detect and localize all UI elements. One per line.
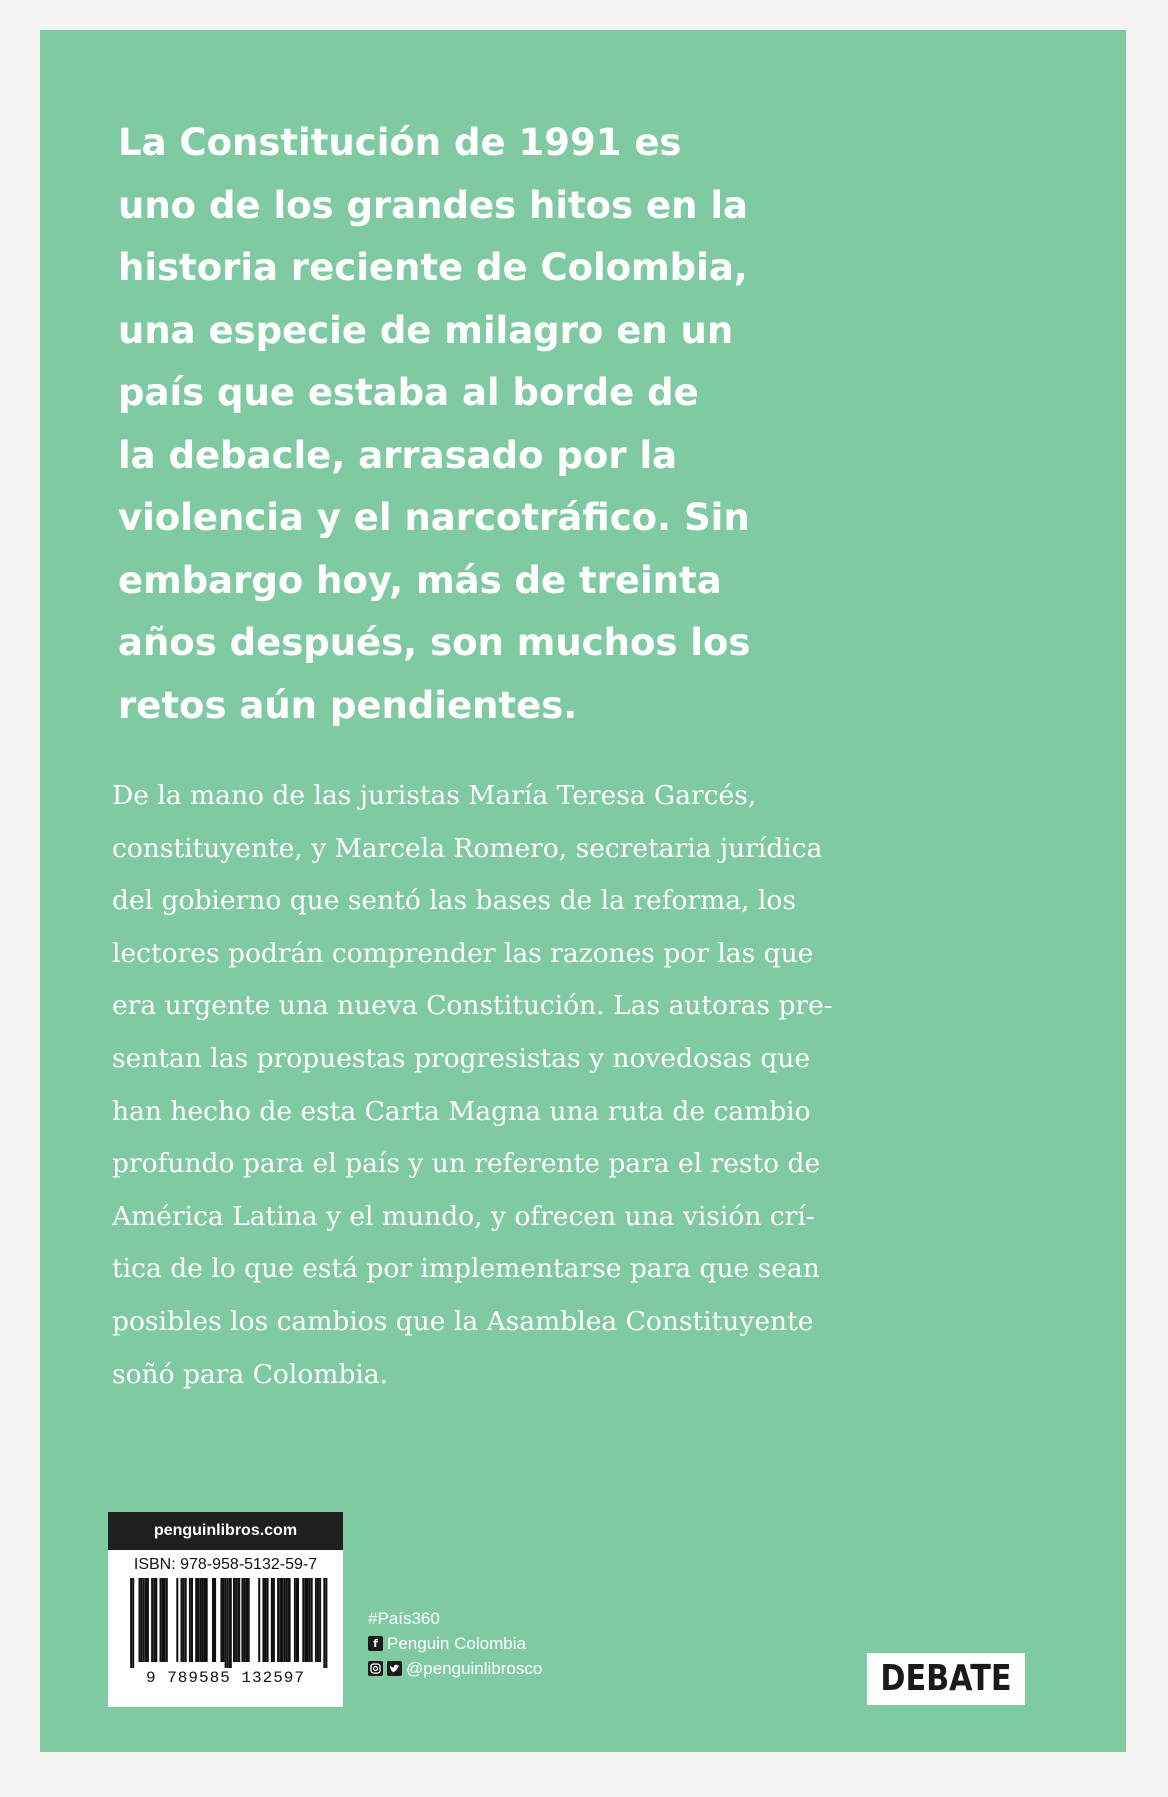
barcode-bar [165, 1578, 167, 1662]
description-line: soñó para Colombia. [112, 1358, 389, 1390]
barcode-bar [151, 1578, 153, 1662]
barcode-bar [155, 1578, 157, 1662]
barcode-bar [130, 1578, 132, 1668]
blurb-line: una especie de milagro en un [118, 308, 734, 352]
barcode-bar [138, 1578, 140, 1662]
hashtag [368, 1606, 542, 1631]
barcode-bar [142, 1578, 144, 1662]
social-links [368, 1606, 542, 1681]
barcode-bar [243, 1578, 245, 1662]
barcode-bar [314, 1578, 316, 1662]
barcode-bar [205, 1578, 207, 1662]
barcode-bar [199, 1578, 201, 1662]
publisher-website: penguinlibros.com [108, 1512, 343, 1550]
blurb-line: años después, son muchos los [118, 621, 751, 664]
barcode-bar [319, 1578, 321, 1662]
barcode-bar [296, 1578, 299, 1662]
instagram-icon [368, 1661, 383, 1676]
isbn-label: ISBN: 978-958-5132-59-7 [133, 1556, 318, 1573]
barcode-bar [159, 1578, 161, 1662]
barcode-bar [264, 1578, 266, 1662]
facebook-link[interactable] [368, 1631, 542, 1656]
barcode-bar [233, 1578, 235, 1662]
book-description [112, 770, 892, 1401]
barcode-bar [277, 1578, 279, 1662]
barcode-bar [247, 1578, 249, 1662]
barcode-bar [182, 1578, 184, 1662]
barcode-bar [241, 1578, 243, 1662]
barcode-bar [197, 1578, 199, 1662]
facebook-icon: f [368, 1636, 383, 1651]
barcode-bar [201, 1578, 203, 1662]
description-line: De la mano de las juristas María Teresa Garcés, [112, 780, 757, 811]
description-line: profundo para el país y un referente para el resto de [112, 1148, 821, 1180]
description-line: posibles los cambios que la Asamblea Constituyente [112, 1305, 814, 1337]
barcode-digits: 9 789585 132597 [145, 1669, 306, 1687]
barcode-bars [120, 1578, 332, 1668]
barcode-bar [180, 1578, 182, 1662]
barcode-bar [258, 1578, 260, 1662]
barcode-bar [325, 1578, 327, 1668]
barcode-bar [306, 1578, 308, 1662]
description-line: América Latina y el mundo, y ofrecen una visión crí- [112, 1200, 815, 1232]
instagram-twitter-handle: @penguinlibrosco [406, 1659, 543, 1678]
blurb-line: La Constitución de 1991 es [118, 121, 682, 164]
barcode-bar [281, 1578, 283, 1662]
barcode-bar [191, 1578, 193, 1662]
blurb-line: país que estaba al borde de [118, 371, 699, 414]
barcode-bar [308, 1578, 310, 1662]
barcode-bar [272, 1578, 274, 1662]
barcode-bar [146, 1578, 148, 1662]
blurb-line: retos aún pendientes. [118, 683, 578, 727]
description-line: sentan las propuestas progresistas y novedosas que [112, 1042, 811, 1074]
barcode-bar [283, 1578, 285, 1662]
barcode-bar [176, 1578, 178, 1662]
description-line: era urgente una nueva Constitución. Las autoras pre- [112, 990, 833, 1022]
barcode-bar [237, 1578, 240, 1662]
description-line: tica de lo que está por implementarse para que sean [112, 1253, 820, 1285]
barcode-bar [266, 1578, 268, 1662]
barcode-bar [226, 1578, 228, 1668]
blurb-line: embargo hoy, más de treinta [118, 558, 722, 602]
barcode-bar [235, 1578, 237, 1662]
blurb-line: historia reciente de Colombia, [118, 246, 748, 289]
barcode-bar [293, 1578, 295, 1662]
blurb-line: violencia y el narcotráfico. Sin [118, 496, 750, 539]
description-line: lectores podrán comprender las razones por las que [112, 937, 814, 969]
cover-blurb [118, 112, 878, 737]
barcode-bar [285, 1578, 287, 1662]
barcode-bar [140, 1578, 142, 1662]
barcode-bar [317, 1578, 319, 1662]
facebook-handle: Penguin Colombia [387, 1634, 526, 1653]
barcode-bar [184, 1578, 186, 1662]
twitter-icon [387, 1661, 402, 1676]
blurb-line: uno de los grandes hitos en la [118, 183, 748, 227]
barcode-bar [323, 1578, 325, 1668]
barcode-bar [214, 1578, 216, 1662]
barcode-bar [287, 1578, 290, 1662]
description-line: han hecho de esta Carta Magna una ruta de cambio [112, 1095, 811, 1127]
description-line: constituyente, y Marcela Romero, secretaria jurídica [112, 832, 823, 864]
barcode-bar [132, 1578, 134, 1668]
barcode-block [108, 1512, 343, 1707]
blurb-line: la debacle, arrasado por la [118, 433, 678, 477]
barcode-bar [163, 1578, 165, 1662]
barcode-bar [302, 1578, 304, 1662]
back-cover [40, 30, 1126, 1752]
barcode-bar [228, 1578, 231, 1668]
barcode-bar [310, 1578, 312, 1662]
debate-logo: DEBATE [867, 1653, 1025, 1705]
barcode-bar [188, 1578, 190, 1662]
barcode-bar [222, 1578, 224, 1662]
hashtag-text: #País360 [368, 1609, 440, 1628]
barcode-bar [224, 1578, 226, 1668]
instagram-twitter-link[interactable] [368, 1656, 542, 1681]
description-line: del gobierno que sentó las bases de la reforma, los [112, 885, 796, 917]
